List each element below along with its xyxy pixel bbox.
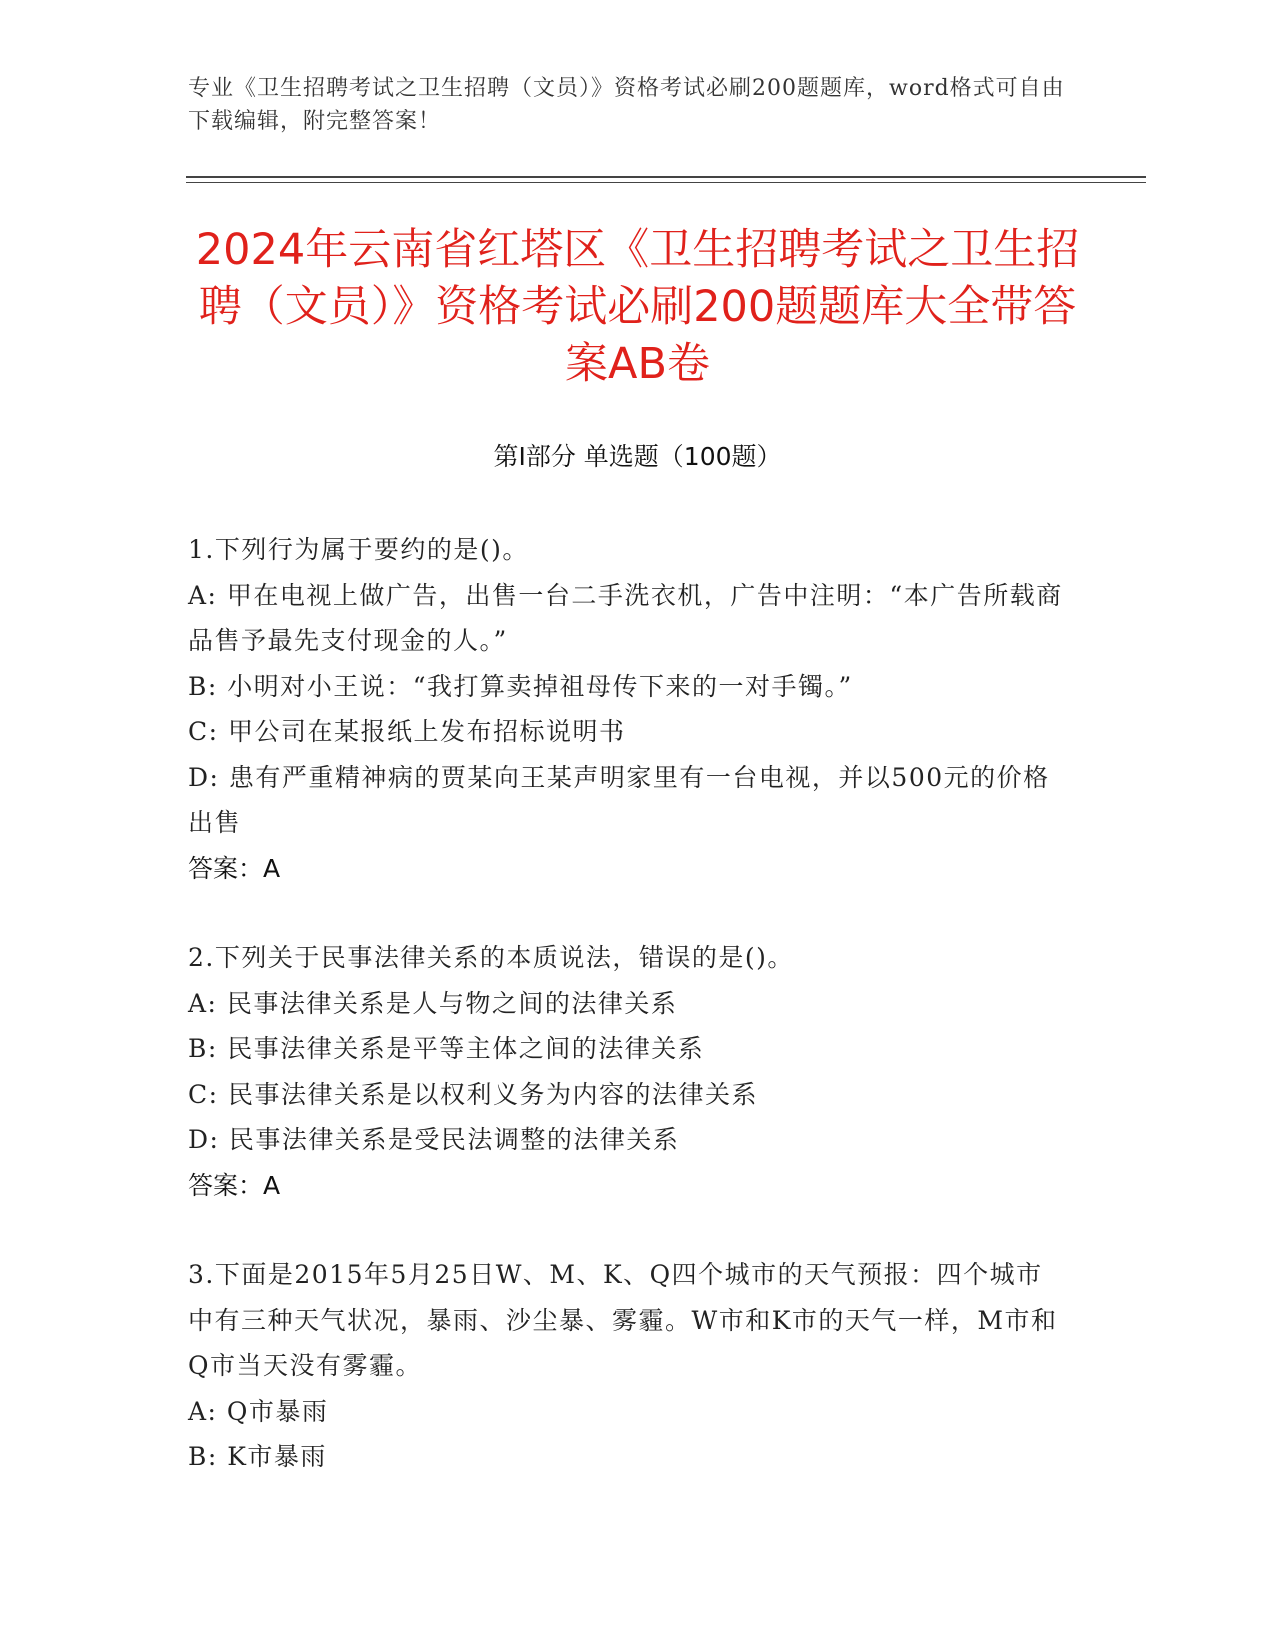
option-a: A: 民事法律关系是人与物之间的法律关系 bbox=[188, 988, 678, 1018]
answer: 答案：A bbox=[188, 1170, 281, 1200]
section-heading: 第I部分 单选题（100题） bbox=[493, 442, 782, 471]
option-a: A: Q市暴雨 bbox=[188, 1396, 329, 1426]
option-b: B: 民事法律关系是平等主体之间的法律关系 bbox=[188, 1034, 705, 1063]
option-c: C: 甲公司在某报纸上发布招标说明书 bbox=[188, 717, 626, 746]
document-title: 2024年云南省红塔区《卫生招聘考试之卫生招聘（文员）》资格考试必刷200题题库大全带答案AB卷 bbox=[195, 225, 1080, 389]
option-b: B: K市暴雨 bbox=[188, 1442, 327, 1471]
header-divider-thin bbox=[186, 182, 1146, 183]
header-divider bbox=[186, 176, 1146, 178]
question-stem: 1.下列行为属于要约的是()。 bbox=[188, 535, 529, 564]
answer: 答案：A bbox=[188, 853, 281, 883]
option-b: B: 小明对小王说：“我打算卖掉祖母传下来的一对手镯。” bbox=[188, 671, 853, 701]
question-list bbox=[188, 527, 1068, 1524]
question-stem: 2.下列关于民事法律关系的本质说法，错误的是()。 bbox=[188, 943, 794, 972]
option-d: D: 民事法律关系是受民法调整的法律关系 bbox=[188, 1125, 680, 1154]
header-note: 专业《卫生招聘考试之卫生招聘（文员）》资格考试必刷200题题库，word格式可自由下载编辑，附完整答案！ bbox=[188, 76, 1065, 134]
option-d: D: 患有严重精神病的贾某向王某声明家里有一台电视，并以500元的价格出售 bbox=[188, 762, 1050, 837]
question-stem: 3.下面是2015年5月25日W、M、K、Q四个城市的天气预报：四个城市中有三种天气状况，暴雨、沙尘暴、雾霾。W市和K市的天气一样，M市和Q市当天没有雾霾。 bbox=[188, 1260, 1058, 1380]
option-a: A: 甲在电视上做广告，出售一台二手洗衣机，广告中注明：“本广告所载商品售予最先支付现金的人。” bbox=[188, 580, 1063, 655]
question-2 bbox=[188, 935, 1068, 1208]
question-1 bbox=[188, 527, 1068, 891]
question-3 bbox=[188, 1252, 1068, 1480]
option-c: C: 民事法律关系是以权利义务为内容的法律关系 bbox=[188, 1079, 758, 1109]
